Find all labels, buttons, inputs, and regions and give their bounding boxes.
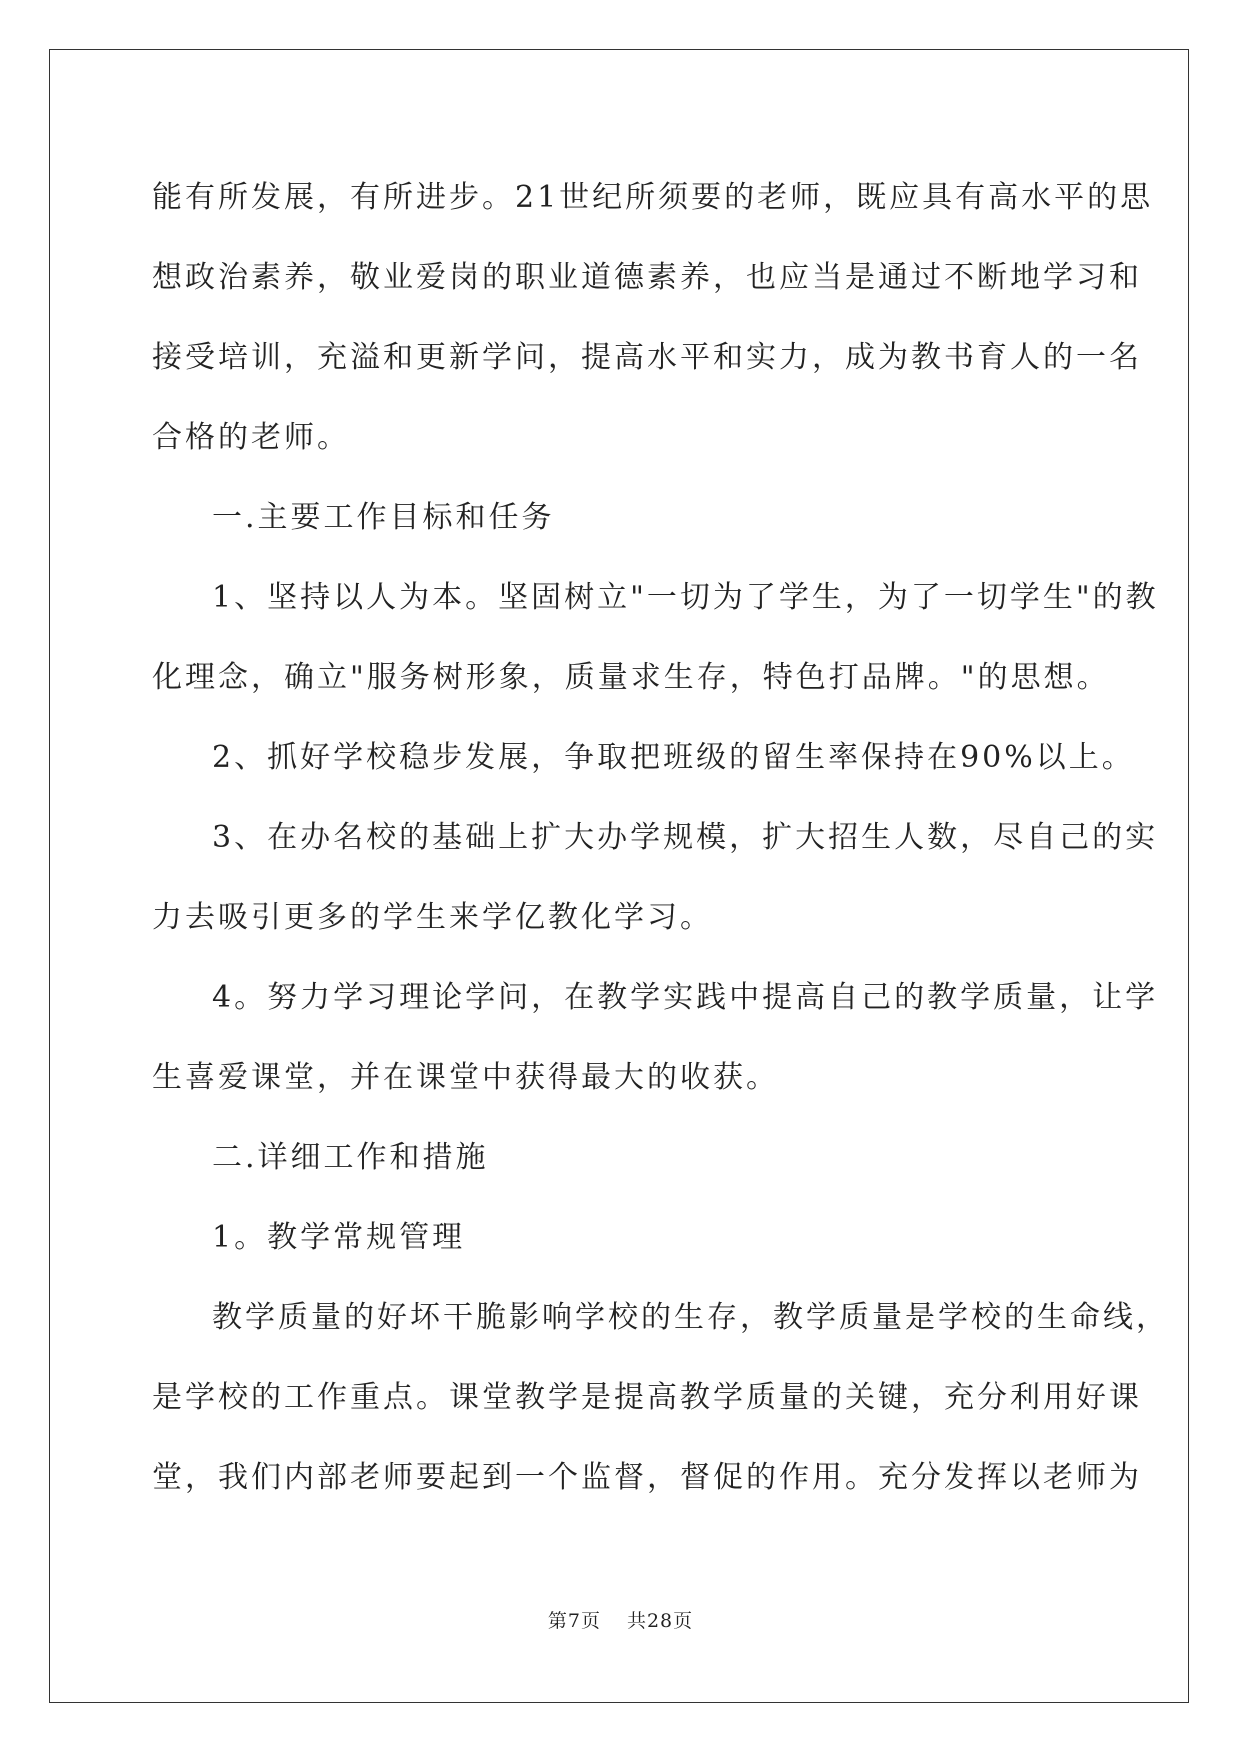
text-line: 接受培训，充溢和更新学问，提高水平和实力，成为教书育人的一名	[152, 340, 1142, 375]
text-line: 教学质量的好坏干脆影响学校的生存，教学质量是学校的生命线，	[212, 1300, 1169, 1335]
text-line: 3、在办名校的基础上扩大办学规模，扩大招生人数，尽自己的实	[212, 820, 1159, 855]
text-line: 想政治素养，敬业爱岗的职业道德素养，也应当是通过不断地学习和	[152, 260, 1142, 295]
text-line: 堂，我们内部老师要起到一个监督，督促的作用。充分发挥以老师为	[152, 1460, 1142, 1495]
document-body	[152, 158, 1169, 1518]
page-footer	[0, 1606, 1241, 1633]
text-line: 1、坚持以人为本。坚固树立"一切为了学生，为了一切学生"的教	[212, 580, 1159, 615]
text-line: 力去吸引更多的学生来学亿教化学习。	[152, 900, 713, 935]
page-total: 共28页	[626, 1610, 694, 1632]
section-heading: 二.详细工作和措施	[212, 1140, 489, 1175]
text-line: 是学校的工作重点。课堂教学是提高教学质量的关键，充分利用好课	[152, 1380, 1142, 1415]
page-number: 第7页	[547, 1610, 601, 1632]
text-line: 4。努力学习理论学问，在教学实践中提高自己的教学质量，让学	[212, 980, 1159, 1015]
section-heading: 一.主要工作目标和任务	[212, 500, 555, 535]
text-line: 能有所发展，有所进步。21世纪所须要的老师，既应具有高水平的思	[152, 180, 1154, 215]
text-line: 合格的老师。	[152, 420, 350, 455]
subsection-heading: 1。教学常规管理	[212, 1220, 466, 1255]
text-line: 2、抓好学校稳步发展，争取把班级的留生率保持在90%以上。	[212, 740, 1135, 775]
text-line: 化理念，确立"服务树形象，质量求生存，特色打品牌。"的思想。	[152, 660, 1110, 695]
text-line: 生喜爱课堂，并在课堂中获得最大的收获。	[152, 1060, 779, 1095]
